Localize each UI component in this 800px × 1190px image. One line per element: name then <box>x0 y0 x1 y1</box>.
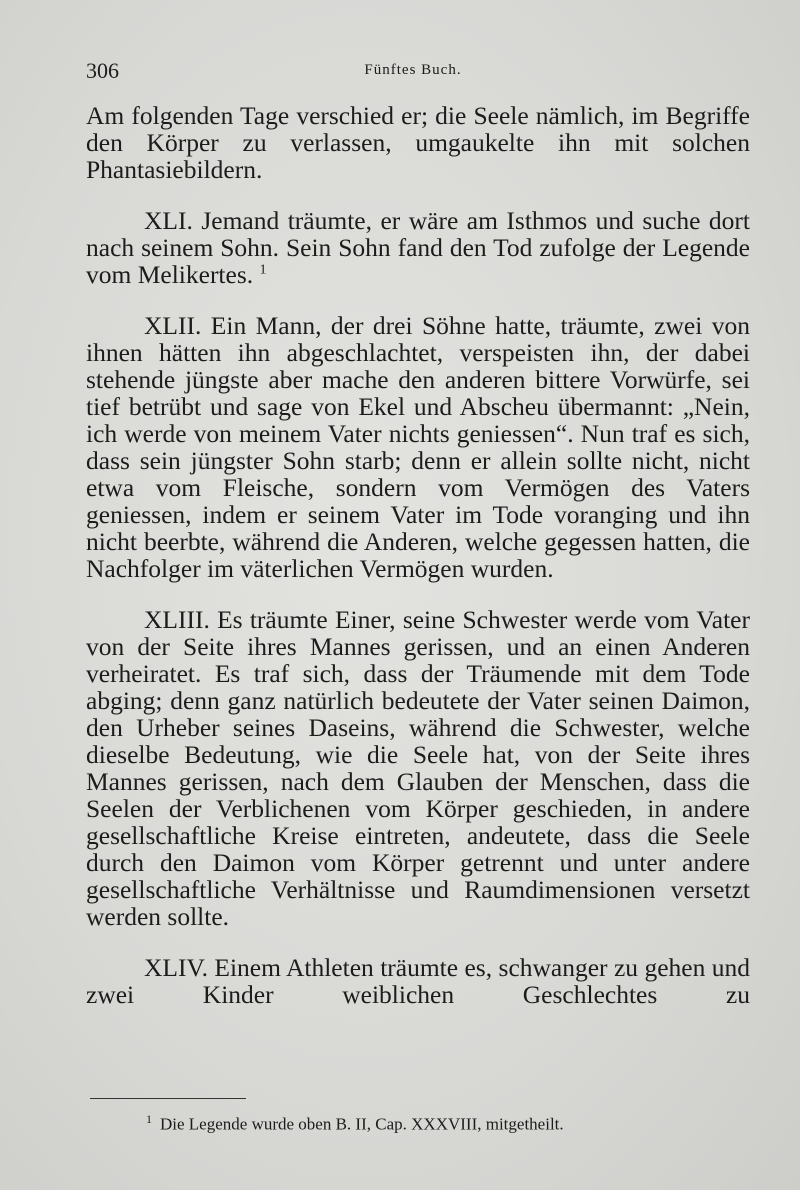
footnote-reference: 1 <box>259 262 267 278</box>
footnote-marker: 1 <box>146 1112 152 1126</box>
footnote-text: Die Legende wurde oben B. II, Cap. XXXVIII, mitgetheilt. <box>160 1114 564 1134</box>
page-number: 306 <box>86 58 119 83</box>
footnote <box>146 1108 760 1136</box>
paragraph-xliii <box>86 606 750 930</box>
paragraph-xlii <box>86 312 750 582</box>
paragraph-text: XLII. Ein Mann, der drei Söhne hatte, träumte, zwei von ihnen hätten ihn abgeschlachtet, verspeisten ihn, der dabei stehende jüngste aber mache den anderen bittere Vorwürfe, sei tief betrübt und sage von Ekel und Abscheu übermannt: „Nein, ich werde von meinem Vater nichts geniessen“. Nun traf es sich, dass sein jüngster Sohn starb; denn er allein sollte nicht, nicht etwa vom Fleische, sondern vom Vermögen des Vaters geniessen, indem er seinem Vater im Tode voranging und ihn nicht beerbte, während die Anderen, welche gegessen hatten, die Nachfolger im väterlichen Vermögen wurden. <box>86 311 750 583</box>
paragraph-text: XLI. Jemand träumte, er wäre am Isthmos und suche dort nach seinem Sohn. Sein Sohn fand den Tod zufolge der Legende vom Melikertes. <box>86 206 750 289</box>
paragraph-continuation <box>86 102 750 183</box>
footnote-divider <box>90 1098 246 1099</box>
paragraph-xliv <box>86 954 750 1008</box>
page-header <box>86 58 740 88</box>
paragraph-xli <box>86 207 750 288</box>
paragraph-text: XLIII. Es träumte Einer, seine Schwester werde vom Vater von der Seite ihres Mannes gerissen, und an einen Anderen verheiratet. Es traf sich, dass der Träumende mit dem Tode abging; denn ganz natürlich bedeutete der Vater seinen Daimon, den Urheber seines Daseins, während die Schwester, welche dieselbe Bedeutung, wie die Seele hat, von der Seite ihres Mannes gerissen, nach dem Glauben der Menschen, dass die Seelen der Verblichenen vom Körper geschieden, in andere gesellschaftliche Kreise eintreten, andeutete, dass die Seele durch den Daimon vom Körper getrennt und unter andere gesellschaftliche Verhältnisse und Raumdimensionen versetzt werden sollte. <box>86 605 750 931</box>
body-text <box>86 102 750 1008</box>
paragraph-text: Am folgenden Tage verschied er; die Seele nämlich, im Begriffe den Körper zu verlassen, umgaukelte ihn mit solchen Phantasiebildern. <box>86 101 750 184</box>
running-title: Fünftes Buch. <box>364 62 462 78</box>
paragraph-text: XLIV. Einem Athleten träumte es, schwanger zu gehen und zwei Kinder weiblichen Geschlechtes zu <box>86 953 750 1009</box>
